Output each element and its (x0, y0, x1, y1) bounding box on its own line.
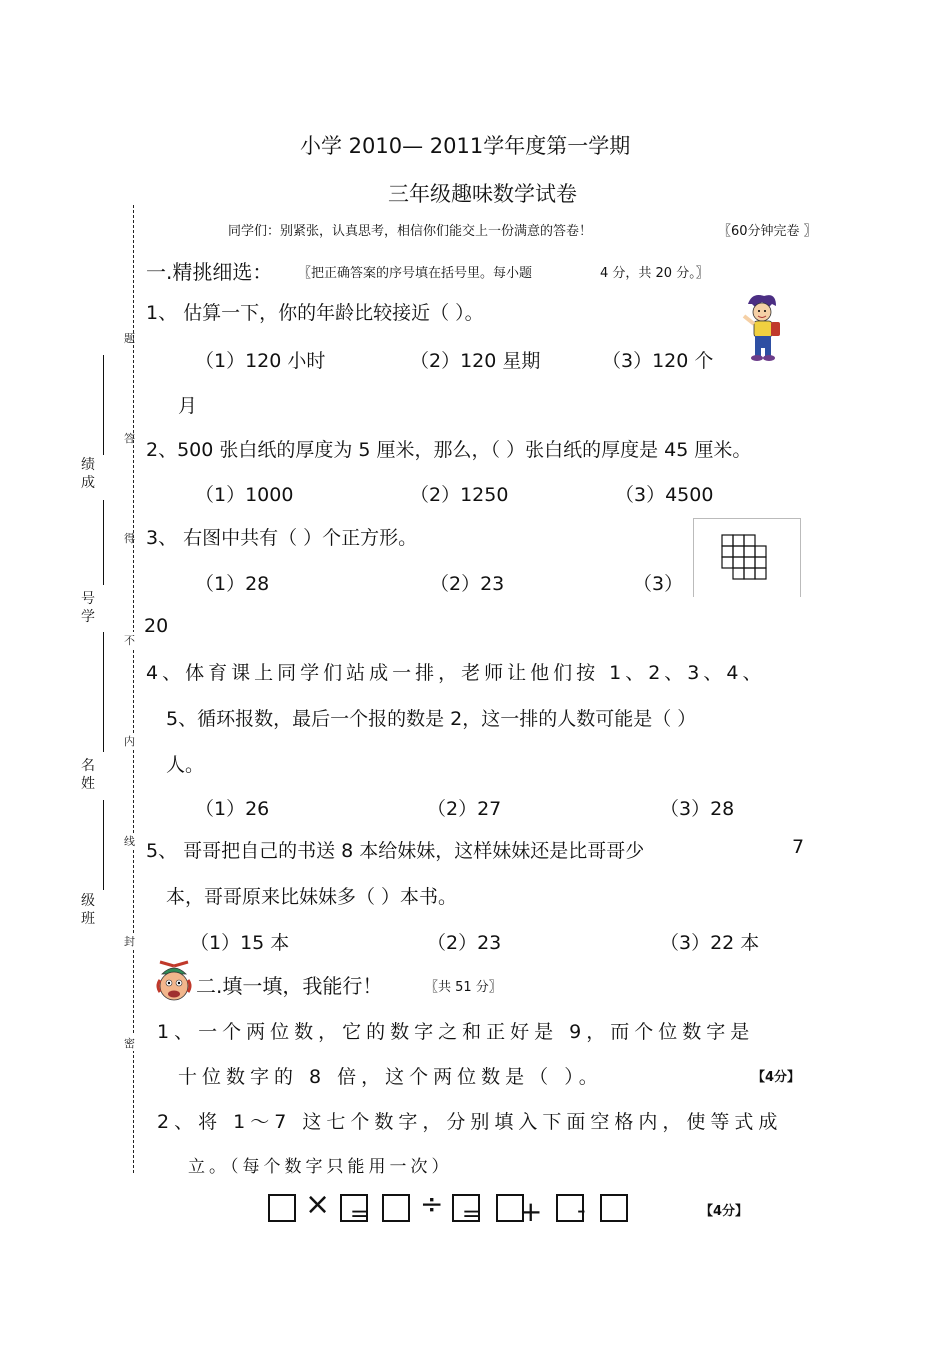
equals-sign: = (462, 1202, 481, 1227)
q1-option-3: （3）120 个 (602, 350, 714, 372)
section1-heading: 一.精挑细选： (146, 260, 273, 284)
binding-line (103, 355, 104, 455)
q3-option-3-wrap: 20 (144, 615, 169, 637)
section1-instruction: 〖把正确答案的序号填在括号里。每小题 (298, 266, 533, 281)
seal-char: 不 (124, 634, 135, 647)
question-2: 2、500 张白纸的厚度为 5 厘米，那么，（ ）张白纸的厚度是 45 厘米。 (146, 439, 752, 461)
q5-option-2: （2）23 (427, 932, 502, 954)
seal-char: 封 (124, 935, 135, 948)
q1-option-1: （1）120 小时 (195, 350, 326, 372)
label-class: 级班 (81, 893, 95, 927)
q2-option-3: （3）4500 (615, 484, 714, 506)
q1-option-2: （2）120 星期 (410, 350, 541, 372)
question-4-line2: 5、循环报数，最后一个报的数是 2，这一排的人数可能是（ ） (166, 708, 697, 730)
exam-title: 小学 2010— 2011学年度第一学期 (300, 134, 631, 158)
plus-sign: + (519, 1195, 543, 1228)
square-grid-figure (721, 534, 769, 580)
q4-option-1: （1）26 (195, 798, 270, 820)
boy-illustration (738, 292, 788, 362)
question-5-line1: 5、 哥哥把自己的书送 8 本给妹妹，这样妹妹还是比哥哥少 (146, 840, 645, 862)
q3-option-2: （2）23 (430, 573, 505, 595)
s2-question-2-line2: 立。（每个数字只能用一次） (188, 1157, 453, 1177)
question-5-line2: 本，哥哥原来比妹妹多（ ）本书。 (166, 886, 458, 908)
seal-char: 题 (124, 332, 135, 345)
question-4-line1: 4、体育课上同学们站成一排，老师让他们按 1、2、3、4、 (146, 662, 766, 684)
minus-sign: - (577, 1196, 586, 1224)
q2-option-1: （1）1000 (195, 484, 294, 506)
q3-option-1: （1）28 (195, 573, 270, 595)
s2-question-2-line1: 2、将 1～7 这七个数字，分别填入下面空格内，使等式成 (157, 1111, 783, 1133)
question-1: 1、 估算一下，你的年龄比较接近（ ）。 (146, 302, 484, 324)
binding-line (103, 632, 104, 752)
seal-char: 内 (124, 735, 135, 748)
q3-option-3: （3） (633, 573, 684, 595)
section1-score: 4 分，共 20 分。〗 (600, 266, 709, 281)
multiply-sign: × (305, 1187, 331, 1222)
answer-box[interactable] (600, 1194, 628, 1222)
binding-line (103, 800, 104, 890)
label-score: 绩成 (81, 457, 95, 491)
label-student-number: 号学 (81, 591, 95, 625)
seal-char: 答 (124, 432, 135, 445)
seal-char: 得 (124, 532, 135, 545)
s2-question-1-score: 【4分】 (752, 1070, 801, 1085)
q4-option-3: （3）28 (660, 798, 735, 820)
seal-char: 密 (124, 1037, 135, 1050)
binding-line (103, 500, 104, 585)
s2-question-1-line2: 十位数字的 8 倍，这个两位数是（ ）。 (178, 1066, 603, 1088)
s2-question-1-line1: 1、一个两位数，它的数字之和正好是 9，而个位数字是 (157, 1021, 755, 1043)
section2-score: 〖共 51 分〗 (425, 980, 502, 995)
s2-question-2-score: 【4分】 (700, 1204, 749, 1219)
question-5-line1-number: 7 (792, 836, 805, 858)
q5-option-3: （3）22 本 (660, 932, 760, 954)
encouragement-note: 同学们：别紧张，认真思考，相信你们能交上一份满意的答卷！ (228, 224, 593, 239)
answer-box[interactable] (382, 1194, 410, 1222)
equals-sign: = (350, 1202, 369, 1227)
q1-option-3-wrap: 月 (178, 395, 198, 417)
answer-box[interactable] (268, 1194, 296, 1222)
question-4-line3: 人。 (166, 754, 205, 776)
question-3: 3、 右图中共有（ ）个正方形。 (146, 527, 418, 549)
label-name: 名姓 (81, 758, 95, 792)
time-limit: 〖60分钟完卷 〗 (718, 224, 817, 239)
q4-option-2: （2）27 (427, 798, 502, 820)
q5-option-1: （1）15 本 (190, 932, 290, 954)
cartoon-face-illustration (152, 960, 196, 1008)
exam-subtitle: 三年级趣味数学试卷 (388, 182, 577, 206)
binding-dashed-line (133, 205, 134, 1173)
section2-heading: 二.填一填，我能行！ (196, 974, 383, 998)
q2-option-2: （2）1250 (410, 484, 509, 506)
seal-char: 线 (124, 835, 135, 848)
divide-sign: ÷ (420, 1187, 444, 1220)
